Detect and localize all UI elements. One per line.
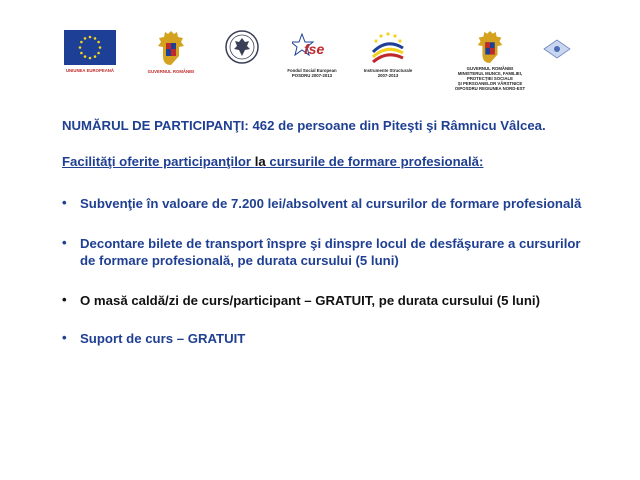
ministry-caption-line5: OIPOSDRU REGIUNEA NORD-EST: [454, 86, 526, 91]
bullet-meal: [62, 292, 592, 309]
fse-logo: [284, 30, 340, 78]
seal-logo: [222, 30, 262, 64]
structural-instruments-icon: [367, 30, 409, 66]
ministry-caption-line1: GUVERNUL ROMÂNIEI: [466, 66, 514, 71]
ministry-caption-line3: PROTECȚIEI SOCIALE: [466, 76, 514, 81]
emblem-icon: [542, 38, 572, 60]
bullet-text: O masă caldă/zi de curs/participant – GRATUIT, pe durata cursului (5 luni): [80, 293, 540, 308]
fse-mark: fse: [304, 41, 325, 57]
bullet-dot: •: [62, 330, 67, 345]
seal-icon: [225, 30, 259, 64]
eu-logo: [62, 30, 118, 73]
logo-strip: [0, 0, 640, 100]
eu-caption: UNIUNEA EUROPEANĂ: [65, 68, 115, 73]
fse-caption-line2: POSDRU 2007-2013: [291, 73, 333, 78]
structural-instruments-logo: [358, 30, 418, 78]
bullet-text: Decontare bilete de transport înspre şi dinspre locul de desfăşurare a cursurilor de formare profesională, pe durata cursului (5 luni): [80, 236, 581, 268]
participants-headline: NUMĂRUL DE PARTICIPANŢI: 462 de persoane din Piteşti şi Râmnicu Vâlcea.: [62, 118, 546, 133]
bullet-subsidy: [62, 195, 592, 212]
bullet-text: Subvenţie în valoare de 7.200 lei/absolvent al cursurilor de formare profesională: [80, 196, 582, 211]
bullet-transport: [62, 235, 592, 269]
ministry-caption-line2: MINISTERUL MUNCII, FAMILIEI,: [457, 71, 523, 76]
subheading-part3: cursurile de formare profesională:: [265, 154, 484, 169]
government-logo: [140, 30, 202, 74]
fse-caption-line1: Fondul Social European: [287, 68, 337, 73]
bullet-dot: •: [62, 292, 67, 307]
bullet-text: Suport de curs – GRATUIT: [80, 331, 246, 346]
bullet-dot: •: [62, 235, 67, 250]
small-emblem-logo: [540, 38, 574, 60]
ministry-caption-line4: ȘI PERSOANELOR VÂRSTNICE: [457, 81, 523, 86]
structural-instruments-caption-line1: Instrumente Structurale: [363, 68, 413, 73]
structural-instruments-caption-line2: 2007-2013: [377, 73, 399, 78]
coat-of-arms-icon: [157, 30, 185, 66]
government-caption: GUVERNUL ROMÂNIEI: [147, 69, 195, 74]
fse-star-icon: [292, 30, 332, 66]
ministry-coat-of-arms-icon: [476, 30, 504, 64]
bullet-dot: •: [62, 195, 67, 210]
subheading-part2: la: [254, 154, 266, 169]
bullet-course-support: [62, 330, 592, 347]
facilities-subheading: [62, 154, 483, 169]
eu-flag-icon: [64, 30, 116, 65]
subheading-part1: Facilităţi oferite participanţilor: [62, 154, 255, 169]
ministry-logo: [445, 30, 535, 91]
